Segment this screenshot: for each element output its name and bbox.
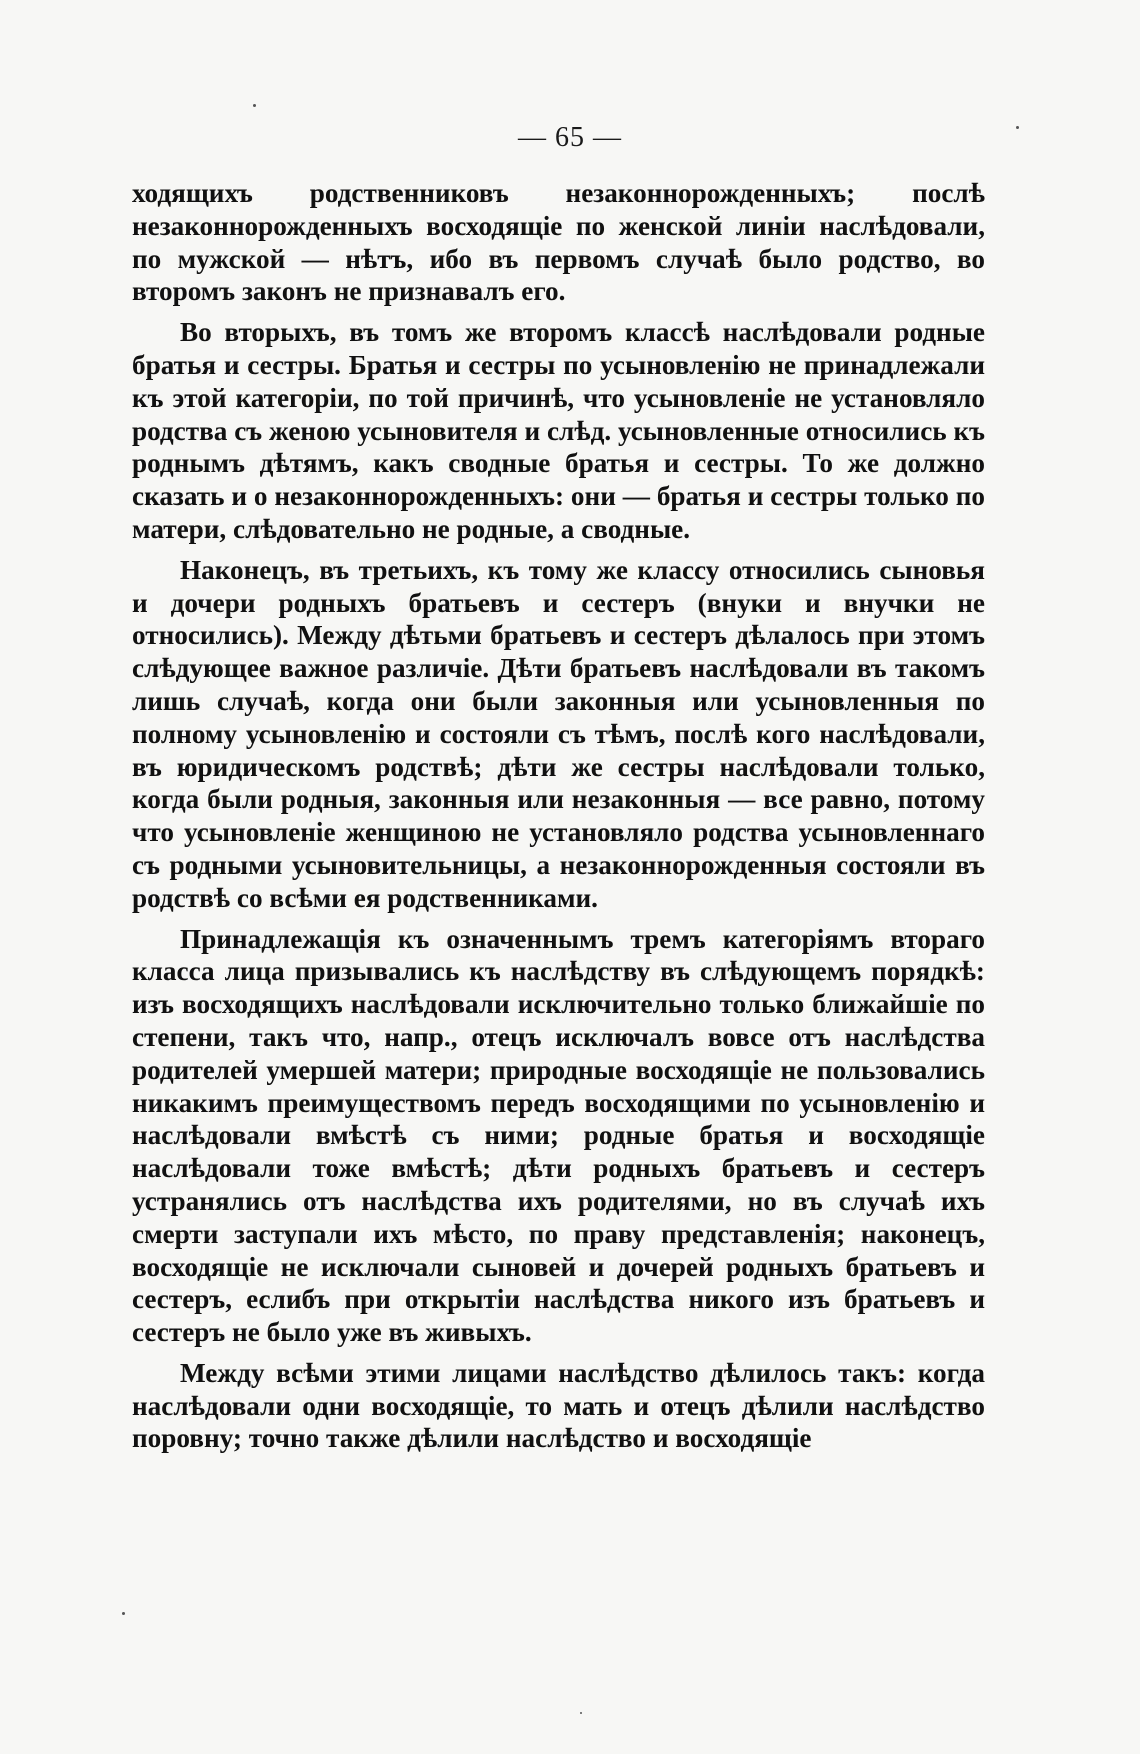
paragraph-4: Принадлежащія къ означеннымъ тремъ категоріямъ втораго класса лица призывались къ наслѣдству въ слѣдующемъ порядкѣ: изъ восходящихъ наслѣдовали исключительно только ближайшіе по степени, такъ что, напр., отецъ исключалъ вовсе отъ наслѣдства родителей умершей матери; природные восходящіе не пользовались никакимъ преимуществомъ передъ восходящими по усыновленію и наслѣдовали вмѣстѣ съ ними; родные братья и восходящіе наслѣдовали тоже вмѣстѣ; дѣти родныхъ братьевъ и сестеръ устранялись отъ наслѣдства ихъ родителями, но въ случаѣ ихъ смерти заступали ихъ мѣсто, по праву представленія; наконецъ, восходящіе не исключали сыновей и дочерей родныхъ братьевъ и сестеръ, еслибъ при открытіи наслѣдства никого изъ братьевъ и сестеръ не было уже въ живыхъ. xyxy=(132,923,985,1348)
body-text xyxy=(132,177,985,1455)
page-number: — 65 — xyxy=(518,122,622,153)
scan-speck xyxy=(253,104,256,107)
scan-speck xyxy=(122,1612,125,1615)
paragraph-3: Наконецъ, въ третьихъ, къ тому же классу относились сыновья и дочери родныхъ братьевъ и сестеръ (внуки и внучки не относились). Между дѣтьми братьевъ и сестеръ дѣлалось при этомъ слѣдующее важное различіе. Дѣти братьевъ наслѣдовали въ такомъ лишь случаѣ, когда они были законныя или усыновленныя по полному усыновленію и состояли съ тѣмъ, послѣ кого наслѣдовали, въ юридическомъ родствѣ; дѣти же сестры наслѣдовали только, когда были родныя, законныя или незаконныя — все равно, потому что усыновленіе женщиною не установляло родства усыновленнаго съ родными усыновительницы, а незаконнорожденныя состояли въ родствѣ со всѣми ея родственниками. xyxy=(132,554,985,913)
paragraph-2: Во вторыхъ, въ томъ же второмъ классѣ наслѣдовали родные братья и сестры. Братья и сестры по усыновленію не принадлежали къ этой категоріи, по той причинѣ, что усыновленіе не установляло родства съ женою усыновителя и слѣд. усыновленные относились къ роднымъ дѣтямъ, какъ сводные братья и сестры. То же должно сказать и о незаконнорожденныхъ: они — братья и сестры только по матери, слѣдовательно не родные, а сводные. xyxy=(132,317,985,544)
scan-speck xyxy=(1016,126,1019,129)
paragraph-1: ходящихъ родственниковъ незаконнорожденныхъ; послѣ незаконнорожденныхъ восходящіе по женской линіи наслѣдовали, по мужской — нѣтъ, ибо въ первомъ случаѣ было родство, во второмъ законъ не признавалъ его. xyxy=(132,178,985,307)
scan-speck xyxy=(580,1712,582,1714)
paragraph-5: Между всѣми этими лицами наслѣдство дѣлилось такъ: когда наслѣдовали одни восходящіе, то мать и отецъ дѣлили наслѣдство поровну; точно также дѣлили наслѣдство и восходящіе xyxy=(132,1357,985,1454)
